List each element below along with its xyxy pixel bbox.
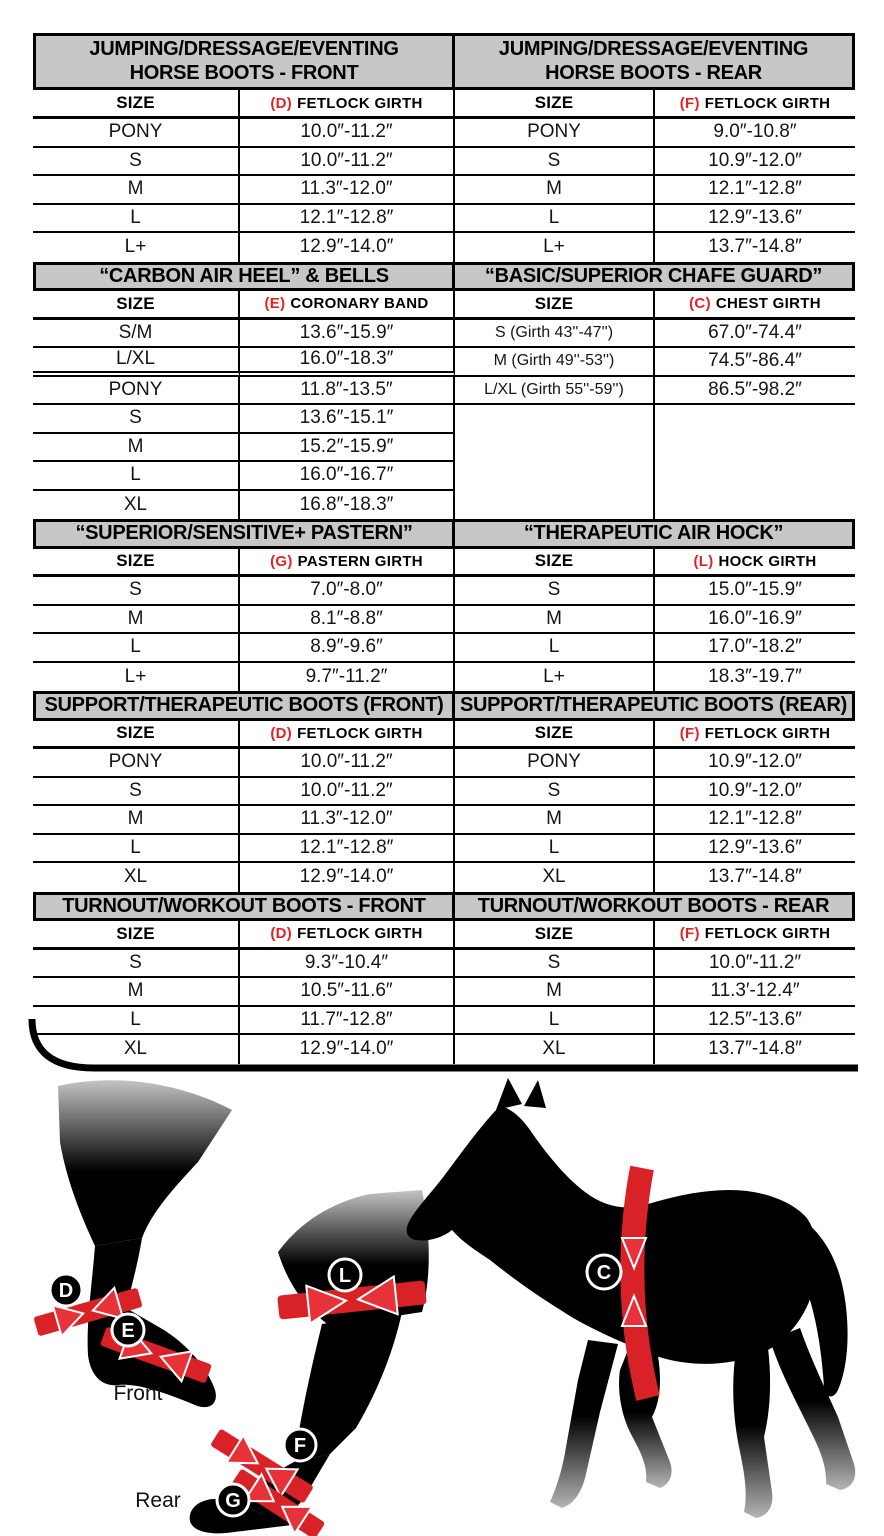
size-cell: L+ xyxy=(33,663,240,692)
size-cell: S xyxy=(33,577,240,606)
front-label: Front xyxy=(113,1382,163,1405)
size-cell: L+ xyxy=(455,233,655,262)
title-line: SUPPORT/THERAPEUTIC BOOTS (REAR) xyxy=(459,694,848,716)
size-tables xyxy=(33,33,855,1064)
measure-label: FETLOCK GIRTH xyxy=(704,724,831,742)
size-cell: XL xyxy=(33,491,240,520)
measure-code: (C) xyxy=(689,295,711,312)
marker-e xyxy=(112,1314,144,1346)
measure-cell: 7.0″-8.0″ xyxy=(240,577,455,606)
measure-cell: 15.0″-15.9″ xyxy=(655,577,855,606)
table-row xyxy=(33,778,855,807)
table-row xyxy=(33,1035,855,1064)
table-row xyxy=(33,462,855,491)
table-row xyxy=(33,434,855,463)
measure-label: CORONARY BAND xyxy=(290,295,429,312)
section-title-right xyxy=(455,33,855,90)
section-title-row xyxy=(33,691,855,720)
rear-leg-silhouette xyxy=(190,1190,429,1533)
size-cell: S xyxy=(33,778,240,807)
section-title-right xyxy=(455,519,855,549)
table-row xyxy=(33,1007,855,1036)
measure-code: (L) xyxy=(693,552,714,570)
measure-cell: 13.7″-14.8″ xyxy=(708,236,802,258)
size-cell: L/XL xyxy=(33,348,240,377)
measure-column-header xyxy=(240,921,455,950)
measure-cell: 11.3′-12.4″ xyxy=(655,978,855,1007)
measure-cell: 13.7″-14.8″ xyxy=(708,1038,802,1060)
column-header-row xyxy=(33,291,855,320)
measure-column-header xyxy=(240,291,455,320)
measure-cell: 12.9″-14.0″ xyxy=(240,233,455,262)
measure-cell: 10.0″-11.2″ xyxy=(240,749,455,778)
empty-cell xyxy=(455,434,655,463)
svg-text:D: D xyxy=(58,1280,74,1302)
size-cell: L+ xyxy=(455,663,655,692)
measure-cell: 10.9″-12.0″ xyxy=(655,749,855,778)
measure-cell: 10.0″-11.2″ xyxy=(240,778,455,807)
empty-cell xyxy=(455,405,655,434)
size-cell: L xyxy=(455,634,655,663)
size-cell: M (Girth 49''-53'') xyxy=(455,348,655,377)
size-column-header: SIZE xyxy=(455,90,655,119)
marker-d xyxy=(50,1274,82,1306)
measure-column-header xyxy=(655,291,855,320)
section-title-left xyxy=(33,33,455,90)
measure-cell: 9.0″-10.8″ xyxy=(655,119,855,148)
measure-code: (F) xyxy=(679,724,700,742)
size-cell: M xyxy=(455,176,655,205)
measure-cell: 17.0″-18.2″ xyxy=(655,634,855,663)
title-line: “BASIC/SUPERIOR CHAFE GUARD” xyxy=(484,264,823,287)
empty-cell xyxy=(455,491,655,520)
measure-code: (E) xyxy=(264,295,286,312)
title-line: TURNOUT/WORKOUT BOOTS - FRONT xyxy=(62,894,426,917)
table-row xyxy=(33,863,855,892)
size-column-header: SIZE xyxy=(33,291,240,320)
title-line: SUPPORT/THERAPEUTIC BOOTS (FRONT) xyxy=(44,694,444,716)
size-column-header: SIZE xyxy=(33,548,240,577)
measure-cell: 16.0″-16.9″ xyxy=(655,606,855,635)
measure-code: (D) xyxy=(270,94,293,112)
measure-cell: 10.0″-11.2″ xyxy=(240,148,455,177)
table-row xyxy=(33,835,855,864)
measure-cell: 16.8″-18.3″ xyxy=(240,491,455,520)
measure-cell: 15.2″-15.9″ xyxy=(240,434,455,463)
size-cell: M xyxy=(33,434,240,463)
size-cell: L xyxy=(33,634,240,663)
measure-cell: 18.3″-19.7″ xyxy=(708,665,802,687)
column-header-row xyxy=(33,90,855,119)
size-cell: S xyxy=(33,405,240,434)
measure-label: FETLOCK GIRTH xyxy=(704,925,831,942)
measure-code: (G) xyxy=(270,552,293,570)
section-title-left xyxy=(33,519,455,549)
size-cell: XL xyxy=(455,1035,655,1064)
marker-f xyxy=(284,1429,316,1461)
section-title-left xyxy=(33,892,455,922)
table-row xyxy=(33,205,855,234)
measure-label: FETLOCK GIRTH xyxy=(704,94,831,112)
measure-cell: 13.6″-15.9″ xyxy=(240,320,455,349)
size-cell: L xyxy=(33,205,240,234)
size-cell: S (Girth 43''-47'') xyxy=(455,320,655,349)
table-row xyxy=(33,978,855,1007)
section-title-row xyxy=(33,33,855,90)
table-row xyxy=(33,749,855,778)
measure-label: CHEST GIRTH xyxy=(715,295,821,312)
size-cell: PONY xyxy=(455,749,655,778)
table-row xyxy=(33,119,855,148)
section-title-left xyxy=(33,691,455,721)
measure-label: HOCK GIRTH xyxy=(718,552,817,570)
measure-cell: 10.5″-11.6″ xyxy=(240,978,455,1007)
size-cell: M xyxy=(33,176,240,205)
measurement-diagram xyxy=(0,1072,884,1536)
measure-cell: 9.7″-11.2″ xyxy=(240,663,455,692)
rear-label: Rear xyxy=(135,1489,181,1512)
size-cell: PONY xyxy=(33,377,240,406)
size-column-header: SIZE xyxy=(455,921,655,950)
empty-cell xyxy=(655,462,855,491)
size-column-header: SIZE xyxy=(455,720,655,749)
size-cell: S xyxy=(455,778,655,807)
column-header-row xyxy=(33,548,855,577)
measure-column-header xyxy=(655,548,855,577)
size-cell: XL xyxy=(33,863,240,892)
section-title-right xyxy=(455,892,855,922)
title-line: JUMPING/DRESSAGE/EVENTING xyxy=(89,37,399,60)
table-row xyxy=(33,950,855,979)
title-line: HORSE BOOTS - FRONT xyxy=(129,61,359,84)
size-cell: L xyxy=(455,205,655,234)
measure-label: FETLOCK GIRTH xyxy=(297,925,423,942)
size-cell: M xyxy=(33,606,240,635)
size-cell: PONY xyxy=(33,119,240,148)
table-row xyxy=(33,577,855,606)
size-cell: L xyxy=(455,1007,655,1036)
table-row xyxy=(33,806,855,835)
size-cell: S xyxy=(33,950,240,979)
measure-column-header xyxy=(655,90,855,119)
table-row xyxy=(33,148,855,177)
measure-cell: 16.0″-18.3″ xyxy=(240,348,455,377)
size-cell: S xyxy=(455,950,655,979)
title-line: TURNOUT/WORKOUT BOOTS - REAR xyxy=(477,894,830,917)
size-cell: M xyxy=(455,806,655,835)
svg-text:G: G xyxy=(225,1490,241,1512)
table-row xyxy=(33,491,855,520)
svg-text:L: L xyxy=(338,1265,352,1287)
measure-cell: 12.9″-13.6″ xyxy=(655,205,855,234)
size-cell: M xyxy=(455,606,655,635)
empty-cell xyxy=(655,434,855,463)
size-column-header: SIZE xyxy=(455,548,655,577)
title-line: “THERAPEUTIC AIR HOCK” xyxy=(523,522,784,544)
size-cell: S xyxy=(455,148,655,177)
size-cell: M xyxy=(33,806,240,835)
measure-cell: 12.1″-12.8″ xyxy=(240,205,455,234)
measure-cell: 12.9″-14.0″ xyxy=(240,863,455,892)
measure-cell: 86.5″-98.2″ xyxy=(655,377,855,406)
measure-column-header xyxy=(655,720,855,749)
measure-column-header xyxy=(240,548,455,577)
marker-l xyxy=(329,1259,361,1291)
size-cell: L xyxy=(33,462,240,491)
measure-column-header xyxy=(240,720,455,749)
table-row xyxy=(33,377,855,406)
measure-cell: 12.1″-12.8″ xyxy=(655,806,855,835)
measure-label: FETLOCK GIRTH xyxy=(297,724,423,742)
title-line: “SUPERIOR/SENSITIVE+ PASTERN” xyxy=(75,522,413,544)
size-cell: M xyxy=(455,978,655,1007)
table-row xyxy=(33,348,855,377)
table-row xyxy=(33,663,855,692)
section-title-row xyxy=(33,519,855,548)
measure-cell: 74.5″-86.4″ xyxy=(655,348,855,377)
size-cell: L xyxy=(33,1007,240,1036)
measure-cell: 13.7″-14.8″ xyxy=(708,866,802,888)
size-cell: S xyxy=(33,148,240,177)
size-cell: M xyxy=(33,978,240,1007)
measure-cell: 10.0″-11.2″ xyxy=(240,119,455,148)
measure-cell: 12.9″-13.6″ xyxy=(655,835,855,864)
table-row xyxy=(33,634,855,663)
measure-cell: 9.3″-10.4″ xyxy=(240,950,455,979)
empty-cell xyxy=(655,491,855,520)
size-cell: XL xyxy=(455,863,655,892)
size-cell: PONY xyxy=(33,749,240,778)
section-title-row xyxy=(33,892,855,921)
svg-text:E: E xyxy=(121,1320,135,1342)
size-cell: PONY xyxy=(455,119,655,148)
size-cell: L+ xyxy=(33,233,240,262)
marker-c xyxy=(587,1255,621,1289)
size-cell: L xyxy=(33,835,240,864)
measure-code: (D) xyxy=(270,724,293,742)
measure-column-header xyxy=(655,921,855,950)
size-table-rows xyxy=(33,33,855,1064)
measure-cell: 8.1″-8.8″ xyxy=(240,606,455,635)
table-row xyxy=(33,233,855,262)
measure-code: (F) xyxy=(679,925,700,942)
measure-cell: 16.0″-16.7″ xyxy=(240,462,455,491)
measure-code: (F) xyxy=(679,94,700,112)
measure-cell: 12.1″-12.8″ xyxy=(240,835,455,864)
size-cell: S/M xyxy=(33,320,240,349)
measure-cell: 10.0″-11.2″ xyxy=(655,950,855,979)
title-line: JUMPING/DRESSAGE/EVENTING xyxy=(498,37,809,60)
measure-cell: 13.6″-15.1″ xyxy=(240,405,455,434)
title-line: HORSE BOOTS - REAR xyxy=(545,61,762,84)
empty-cell xyxy=(455,462,655,491)
section-title-right xyxy=(455,262,855,292)
size-cell: L/XL (Girth 55''-59'') xyxy=(455,377,655,406)
size-column-header: SIZE xyxy=(455,291,655,320)
empty-cell xyxy=(655,405,855,434)
size-column-header: SIZE xyxy=(33,921,240,950)
measure-cell: 12.5″-13.6″ xyxy=(655,1007,855,1036)
measure-cell: 11.8″-13.5″ xyxy=(240,377,455,406)
measure-label: FETLOCK GIRTH xyxy=(297,94,423,112)
measure-cell: 11.7″-12.8″ xyxy=(240,1007,455,1036)
section-title-right xyxy=(455,691,855,721)
measure-cell: 10.9″-12.0″ xyxy=(655,148,855,177)
measure-cell: 12.9″-14.0″ xyxy=(240,1035,455,1064)
marker-g xyxy=(217,1484,249,1516)
title-line: “CARBON AIR HEEL” & BELLS xyxy=(99,264,389,287)
measure-cell: 10.9″-12.0″ xyxy=(655,778,855,807)
svg-text:C: C xyxy=(596,1262,612,1284)
measure-column-header xyxy=(240,90,455,119)
measure-cell: 11.3″-12.0″ xyxy=(240,806,455,835)
column-header-row xyxy=(33,921,855,950)
measure-label: PASTERN GIRTH xyxy=(297,552,423,570)
size-cell: L xyxy=(455,835,655,864)
size-cell: S xyxy=(455,577,655,606)
column-header-row xyxy=(33,720,855,749)
svg-text:F: F xyxy=(293,1435,307,1457)
size-cell: XL xyxy=(33,1035,240,1064)
size-column-header: SIZE xyxy=(33,90,240,119)
measure-cell: 67.0″-74.4″ xyxy=(655,320,855,349)
measure-code: (D) xyxy=(270,925,293,942)
table-row xyxy=(33,320,855,349)
table-row xyxy=(33,176,855,205)
size-column-header: SIZE xyxy=(33,720,240,749)
table-row xyxy=(33,405,855,434)
table-row xyxy=(33,606,855,635)
measure-cell: 8.9″-9.6″ xyxy=(240,634,455,663)
section-title-left xyxy=(33,262,455,292)
measure-cell: 12.1″-12.8″ xyxy=(655,176,855,205)
measure-cell: 11.3″-12.0″ xyxy=(240,176,455,205)
section-title-row xyxy=(33,262,855,291)
